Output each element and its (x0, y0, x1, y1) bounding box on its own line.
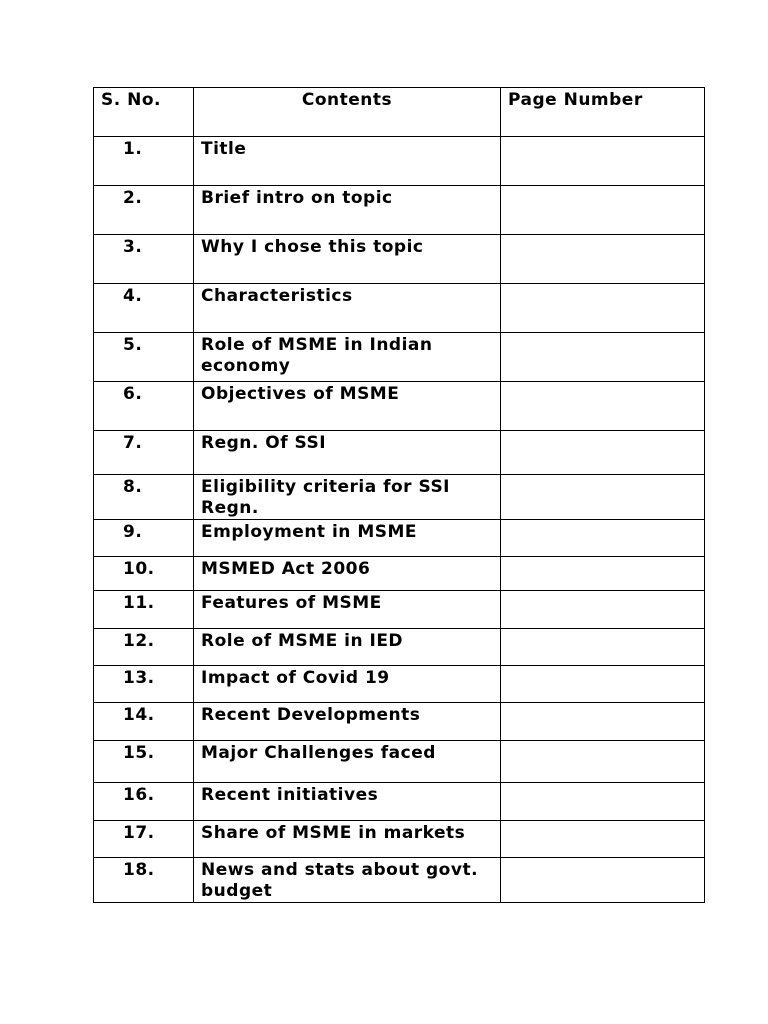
row-page-number (501, 431, 705, 475)
row-content: MSMED Act 2006 (194, 557, 501, 591)
row-content: Recent initiatives (194, 783, 501, 821)
row-content: Why I chose this topic (194, 235, 501, 284)
row-content: Role of MSME in IED (194, 629, 501, 666)
row-page-number (501, 284, 705, 333)
row-content: Features of MSME (194, 591, 501, 629)
row-page-number (501, 783, 705, 821)
row-page-number (501, 520, 705, 557)
header-page-number: Page Number (501, 88, 705, 137)
table-row (94, 858, 705, 903)
table-row (94, 186, 705, 235)
table-row (94, 333, 705, 382)
row-content: Major Challenges faced (194, 741, 501, 783)
row-sno: 13. (94, 666, 194, 703)
row-sno: 3. (94, 235, 194, 284)
row-content: Role of MSME in Indian economy (194, 333, 501, 382)
row-content: News and stats about govt. budget (194, 858, 501, 903)
table-of-contents (93, 87, 705, 903)
row-sno: 2. (94, 186, 194, 235)
header-sno: S. No. (94, 88, 194, 137)
table-row (94, 821, 705, 858)
row-content: Share of MSME in markets (194, 821, 501, 858)
table-row (94, 235, 705, 284)
row-sno: 12. (94, 629, 194, 666)
row-sno: 18. (94, 858, 194, 903)
row-sno: 11. (94, 591, 194, 629)
row-content: Brief intro on topic (194, 186, 501, 235)
row-content: Recent Developments (194, 703, 501, 741)
table-row (94, 475, 705, 520)
table-row (94, 284, 705, 333)
row-page-number (501, 475, 705, 520)
row-content: Objectives of MSME (194, 382, 501, 431)
row-sno: 1. (94, 137, 194, 186)
row-sno: 17. (94, 821, 194, 858)
table-row (94, 666, 705, 703)
table-row (94, 703, 705, 741)
row-content: Employment in MSME (194, 520, 501, 557)
table-row (94, 629, 705, 666)
row-sno: 5. (94, 333, 194, 382)
table-row (94, 520, 705, 557)
row-sno: 15. (94, 741, 194, 783)
row-page-number (501, 137, 705, 186)
row-content: Impact of Covid 19 (194, 666, 501, 703)
row-content: Regn. Of SSI (194, 431, 501, 475)
row-page-number (501, 333, 705, 382)
table-row (94, 591, 705, 629)
row-sno: 9. (94, 520, 194, 557)
row-page-number (501, 666, 705, 703)
row-page-number (501, 703, 705, 741)
row-content: Title (194, 137, 501, 186)
table-row (94, 741, 705, 783)
table-row (94, 137, 705, 186)
header-contents: Contents (194, 88, 501, 137)
row-page-number (501, 186, 705, 235)
table-header-row (94, 88, 705, 137)
row-sno: 10. (94, 557, 194, 591)
row-page-number (501, 235, 705, 284)
row-sno: 16. (94, 783, 194, 821)
row-sno: 4. (94, 284, 194, 333)
row-sno: 7. (94, 431, 194, 475)
row-sno: 14. (94, 703, 194, 741)
row-page-number (501, 629, 705, 666)
row-page-number (501, 591, 705, 629)
row-content: Eligibility criteria for SSI Regn. (194, 475, 501, 520)
row-page-number (501, 741, 705, 783)
table-row (94, 431, 705, 475)
row-sno: 6. (94, 382, 194, 431)
row-page-number (501, 821, 705, 858)
row-sno: 8. (94, 475, 194, 520)
table-body (94, 137, 705, 903)
row-page-number (501, 557, 705, 591)
table-row (94, 382, 705, 431)
row-page-number (501, 858, 705, 903)
row-page-number (501, 382, 705, 431)
table-row (94, 783, 705, 821)
row-content: Characteristics (194, 284, 501, 333)
table-row (94, 557, 705, 591)
